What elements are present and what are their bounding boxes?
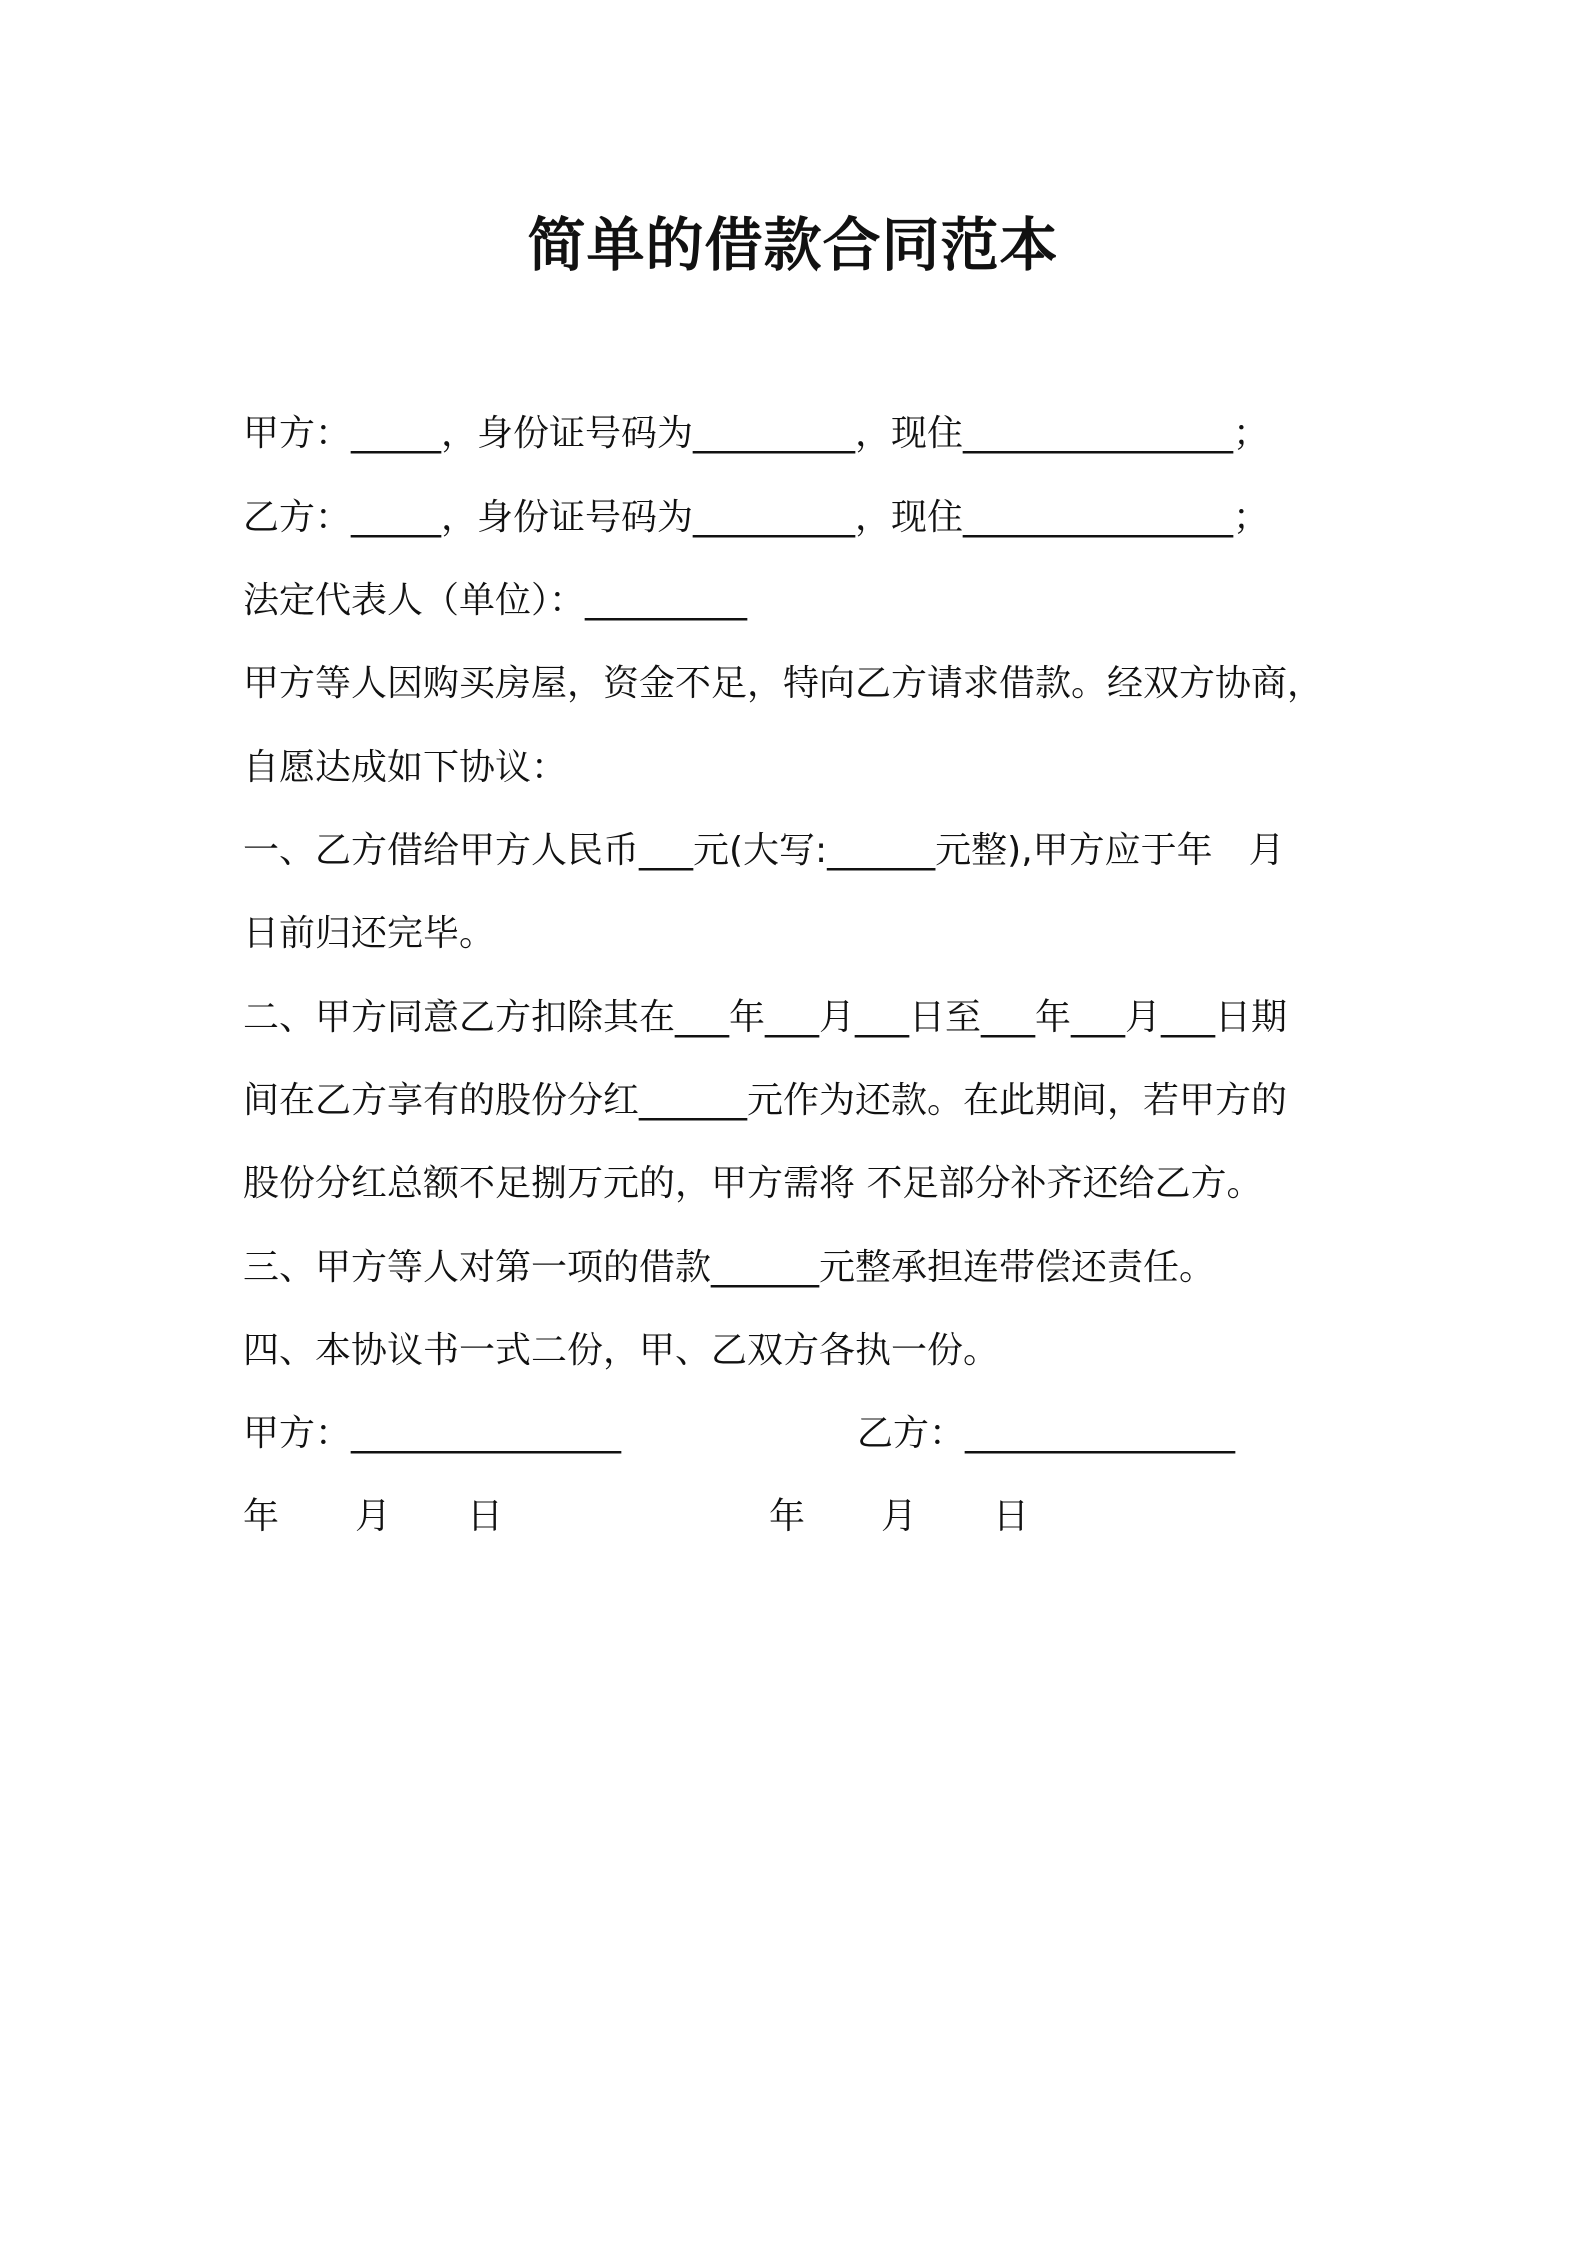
party-a-line: 甲方：_____，身份证号码为_________，现住_______________； bbox=[243, 413, 1270, 454]
party-b-signature: 乙方：_______________ bbox=[857, 1413, 1236, 1454]
party-b-line: 乙方：_____，身份证号码为_________，现住_______________； bbox=[243, 497, 1270, 538]
legal-representative-line: 法定代表人（单位）：_________ bbox=[243, 580, 748, 621]
party-a-signature: 甲方：_______________ bbox=[243, 1413, 622, 1454]
party-b-month: 月 bbox=[881, 1496, 918, 1537]
clause-one-line-2: 日前归还完毕。 bbox=[243, 913, 496, 954]
party-b-day: 日 bbox=[993, 1496, 1030, 1537]
agreement-intro-line-2: 自愿达成如下协议： bbox=[243, 747, 568, 788]
clause-four-line: 四、本协议书一式二份，甲、乙双方各执一份。 bbox=[243, 1330, 1000, 1371]
clause-three-line: 三、甲方等人对第一项的借款______元整承担连带偿还责任。 bbox=[243, 1247, 1216, 1288]
party-a-year: 年 bbox=[243, 1496, 280, 1537]
agreement-intro-line: 甲方等人因购买房屋，资金不足，特向乙方请求借款。经双方协商， bbox=[243, 663, 1324, 704]
party-b-year: 年 bbox=[769, 1496, 806, 1537]
clause-two-line-2: 间在乙方享有的股份分红______元作为还款。在此期间，若甲方的 bbox=[243, 1080, 1288, 1121]
clause-two-line-3: 股份分红总额不足捌万元的，甲方需将 不足部分补齐还给乙方。 bbox=[243, 1163, 1263, 1204]
party-a-day: 日 bbox=[467, 1496, 504, 1537]
party-a-month: 月 bbox=[355, 1496, 392, 1537]
clause-two-line: 二、甲方同意乙方扣除其在___年___月___日至___年___月___日期 bbox=[243, 997, 1288, 1038]
document-title: 简单的借款合同范本 bbox=[527, 211, 1059, 279]
clause-one-line: 一、乙方借给甲方人民币___元(大写:______元整),甲方应于年 月 bbox=[243, 830, 1285, 871]
